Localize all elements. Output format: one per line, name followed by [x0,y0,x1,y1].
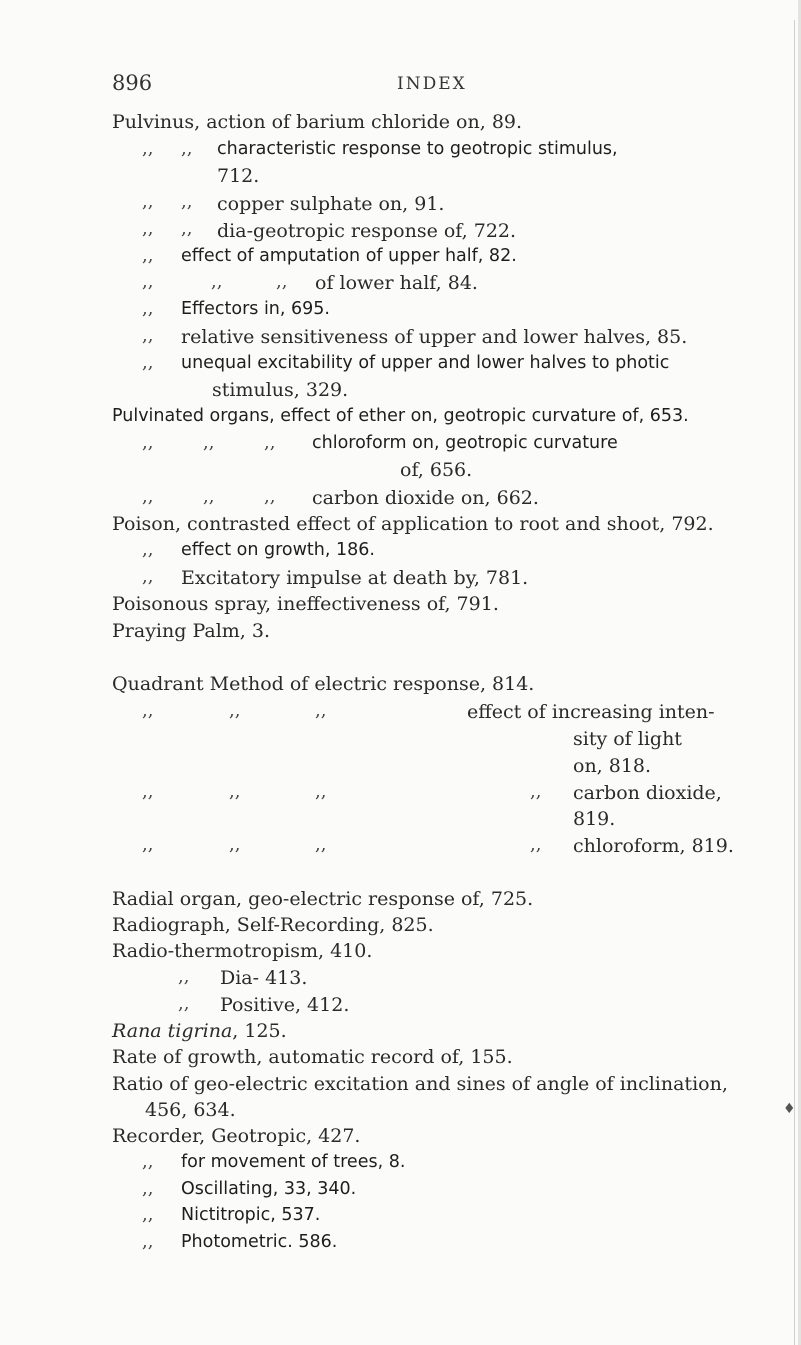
index-entry: Recorder, Geotropic, 427. [112,1125,361,1147]
ditto-mark: ,, [229,834,241,855]
ditto-mark: ,, [181,138,193,159]
index-entry: Poison, contrasted effect of application to root and shoot, 792. [112,513,714,535]
ditto-mark: ,, [142,298,154,319]
ditto-mark: ,, [142,700,154,721]
index-subentry: of, 656. [400,459,473,481]
running-header: INDEX [397,74,467,94]
page-edge-line [794,20,795,1345]
ditto-mark: ,, [181,191,193,212]
index-subentry: effect of increasing inten- [467,701,715,723]
index-subentry: Positive, 412. [220,994,350,1016]
index-subentry: 712. [217,165,260,187]
ditto-mark: ,, [315,834,327,855]
ditto-mark: ,, [264,486,276,507]
index-subentry: relative sensitiveness of upper and lower halves, 85. [181,326,688,348]
index-entry: Poisonous spray, ineffectiveness of, 791. [112,593,499,615]
index-subentry: effect on growth, 186. [181,540,375,560]
index-entry: Pulvinated organs, effect of ether on, geotropic curvature of, 653. [112,406,689,426]
index-subentry: 819. [573,808,616,830]
ditto-mark: ,, [315,781,327,802]
ditto-mark: ,, [142,1151,154,1172]
index-subentry: effect of amputation of upper half, 82. [181,246,517,266]
ditto-mark: ,, [142,834,154,855]
ditto-mark: ,, [142,1204,154,1225]
index-subentry: Nictitropic, 537. [181,1205,321,1225]
ditto-mark: ,, [142,486,154,507]
ditto-mark: ,, [229,700,241,721]
index-entry: Pulvinus, action of barium chloride on, 89. [112,111,523,133]
ditto-mark: ,, [530,781,542,802]
index-subentry: unequal excitability of upper and lower halves to photic [181,353,670,373]
index-subentry: 456, 634. [145,1099,236,1121]
page-ref: , 125. [232,1020,287,1042]
index-subentry: Oscillating, 33, 340. [181,1179,357,1199]
index-subentry: Dia- 413. [220,967,308,989]
ditto-mark: ,, [142,271,154,292]
ditto-mark: ,, [142,432,154,453]
ditto-mark: ,, [178,966,190,987]
index-entry: Radiograph, Self-Recording, 825. [112,914,434,936]
ditto-mark: ,, [142,781,154,802]
index-entry: Ratio of geo-electric excitation and sines of angle of inclination, [112,1073,728,1095]
index-subentry: of lower half, 84. [315,272,478,294]
ditto-mark: ,, [178,993,190,1014]
index-subentry: Photometric. 586. [181,1232,338,1252]
ditto-mark: ,, [264,432,276,453]
ditto-mark: ,, [142,325,154,346]
index-subentry: copper sulphate on, 91. [217,193,445,215]
ditto-mark: ,, [530,834,542,855]
ditto-mark: ,, [142,191,154,212]
ditto-mark: ,, [315,700,327,721]
ditto-mark: ,, [203,432,215,453]
ditto-mark: ,, [142,218,154,239]
index-subentry: sity of light [573,728,682,750]
index-subentry: Excitatory impulse at death by, 781. [181,567,529,589]
index-subentry: on, 818. [573,755,652,777]
index-entry: Rate of growth, automatic record of, 155. [112,1046,513,1068]
page-number: 896 [112,71,153,95]
index-entry [112,1022,287,1041]
ditto-mark: ,, [142,1231,154,1252]
ditto-mark: ,, [181,218,193,239]
index-subentry: for movement of trees, 8. [181,1152,406,1172]
species-name: Rana tigrina [112,1020,233,1042]
ditto-mark: ,, [211,271,223,292]
ditto-mark: ,, [229,781,241,802]
index-entry: Radio-thermotropism, 410. [112,940,373,962]
index-subentry: chloroform on, geotropic curvature [312,433,618,453]
index-subentry: Effectors in, 695. [181,299,330,319]
index-subentry: chloroform, 819. [573,835,734,857]
ditto-mark: ,, [276,271,288,292]
ditto-mark: ,, [142,566,154,587]
index-subentry: characteristic response to geotropic stimulus, [217,139,618,159]
index-subentry: dia-geotropic response of, 722. [217,220,517,242]
ditto-mark: ,, [142,1178,154,1199]
index-subentry: carbon dioxide, [573,782,722,804]
ditto-mark: ,, [203,486,215,507]
ditto-mark: ,, [142,138,154,159]
ditto-mark: ,, [142,245,154,266]
ink-spot: ♦ [783,1101,796,1117]
index-entry: Praying Palm, 3. [112,620,271,642]
ditto-mark: ,, [142,539,154,560]
index-entry: Radial organ, geo-electric response of, 725. [112,888,534,910]
index-entry: Quadrant Method of electric response, 814. [112,673,535,695]
index-subentry: stimulus, 329. [212,379,349,401]
ditto-mark: ,, [142,352,154,373]
index-subentry: carbon dioxide on, 662. [312,487,539,509]
